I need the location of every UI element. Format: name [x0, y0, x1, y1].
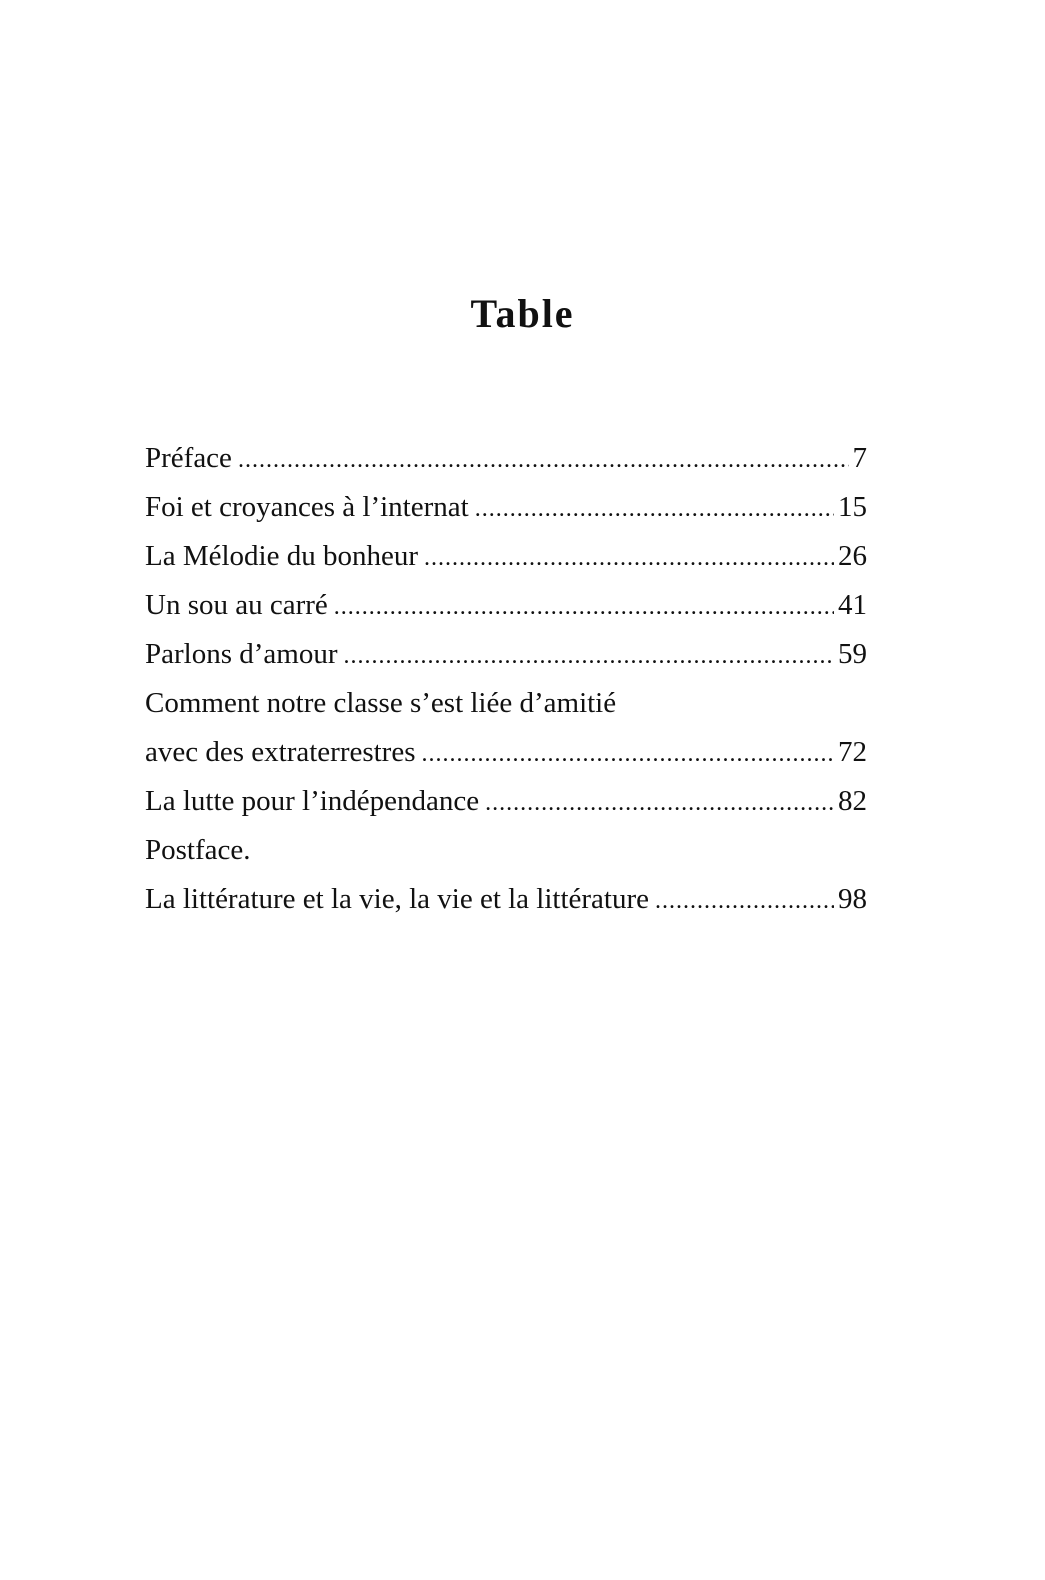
toc-entry-un-sou-au-carre[interactable] [145, 581, 867, 630]
toc-entry-label: Un sou au carré [145, 589, 328, 621]
toc-entry-postface-continued[interactable] [145, 875, 867, 924]
toc-entry-postface[interactable] [145, 826, 867, 875]
toc-entry-page: 98 [838, 883, 867, 915]
dot-leader [238, 436, 849, 485]
toc-entry-foi-et-croyances[interactable] [145, 483, 867, 532]
toc-entry-melodie-du-bonheur[interactable] [145, 532, 867, 581]
toc-entry-page: 72 [838, 736, 867, 768]
dot-leader [655, 877, 834, 926]
toc-entry-label-continuation: avec des extraterrestres [145, 736, 416, 768]
dot-leader [485, 779, 834, 828]
toc-entry-label: Postface. [145, 834, 251, 866]
toc-entry-page: 59 [838, 638, 867, 670]
toc-entry-label: Foi et croyances à l’internat [145, 491, 469, 523]
toc-entry-preface[interactable] [145, 434, 867, 483]
toc-entry-label: Comment notre classe s’est liée d’amitié [145, 687, 617, 719]
toc-entry-comment-notre-classe-continued[interactable] [145, 728, 867, 777]
toc-entry-page: 82 [838, 785, 867, 817]
dot-leader [424, 534, 834, 583]
dot-leader [334, 583, 834, 632]
table-of-contents [145, 434, 867, 924]
toc-entry-parlons-d-amour[interactable] [145, 630, 867, 679]
dot-leader [344, 632, 835, 681]
toc-entry-comment-notre-classe[interactable] [145, 679, 867, 728]
toc-entry-label: Préface [145, 442, 232, 474]
toc-entry-page: 26 [838, 540, 867, 572]
toc-entry-page: 15 [838, 491, 867, 523]
toc-entry-label: La lutte pour l’indépendance [145, 785, 480, 817]
toc-entry-page: 7 [852, 442, 867, 474]
page-title: Table [470, 291, 575, 336]
toc-entry-label-continuation: La littérature et la vie, la vie et la littérature [145, 883, 650, 915]
toc-entry-label: Parlons d’amour [145, 638, 338, 670]
toc-entry-lutte-pour-l-independance[interactable] [145, 777, 867, 826]
dot-leader [422, 730, 834, 779]
dot-leader [475, 485, 834, 534]
toc-entry-label: La Mélodie du bonheur [145, 540, 419, 572]
toc-entry-page: 41 [838, 589, 867, 621]
